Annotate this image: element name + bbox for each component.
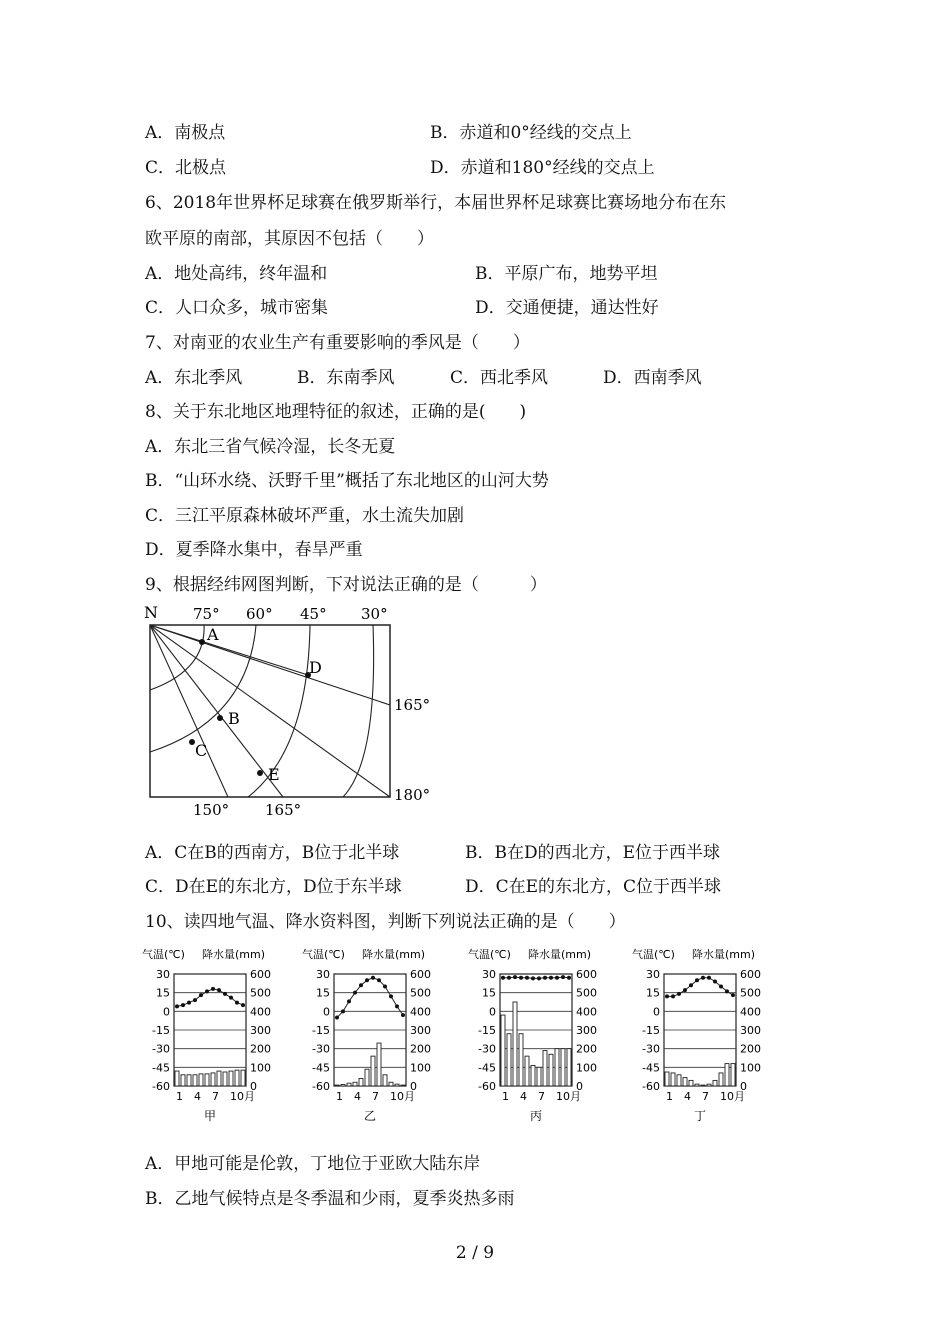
month-tick-label: 10月 bbox=[720, 1090, 745, 1103]
temp-point bbox=[725, 989, 729, 993]
precip-bar bbox=[731, 1064, 735, 1086]
temp-tick-label: -15 bbox=[312, 1024, 330, 1037]
month-tick-label: 4 bbox=[684, 1090, 691, 1103]
point-b-dot bbox=[217, 715, 223, 721]
precip-bar bbox=[701, 1085, 705, 1086]
temp-point bbox=[389, 994, 393, 998]
temp-point bbox=[175, 1004, 179, 1008]
temp-point bbox=[677, 992, 681, 996]
temp-point bbox=[549, 976, 553, 980]
meridian-line bbox=[150, 625, 390, 705]
q6-stem-line1: 6、2018年世界杯足球赛在俄罗斯举行，本届世界杯足球赛比赛场地分布在东 bbox=[145, 193, 727, 213]
temp-point bbox=[525, 976, 529, 980]
precip-bar bbox=[719, 1073, 723, 1086]
precip-tick-label: 0 bbox=[410, 1080, 417, 1093]
month-tick-label: 4 bbox=[354, 1090, 361, 1103]
precip-bar bbox=[347, 1083, 351, 1086]
precip-tick-label: 500 bbox=[576, 986, 597, 1000]
month-tick-label: 1 bbox=[336, 1090, 343, 1103]
precip-tick-label: 100 bbox=[410, 1061, 431, 1075]
label-45: 45° bbox=[300, 605, 327, 623]
temp-point bbox=[501, 976, 505, 980]
precip-bar bbox=[725, 1064, 729, 1086]
temp-point bbox=[683, 988, 687, 992]
precip-bar bbox=[537, 1067, 541, 1086]
precip-tick-label: 400 bbox=[410, 1005, 431, 1019]
precip-bar bbox=[335, 1085, 339, 1086]
precip-bar bbox=[707, 1084, 711, 1086]
precip-tick-label: 500 bbox=[410, 986, 431, 1000]
graticule-map bbox=[138, 600, 438, 820]
temp-tick-label: 15 bbox=[156, 986, 170, 1000]
temp-tick-label: -30 bbox=[642, 1042, 660, 1056]
point-c-label: C bbox=[195, 741, 208, 760]
temp-point bbox=[531, 976, 535, 980]
temp-point bbox=[395, 1004, 399, 1008]
temp-point bbox=[543, 976, 547, 980]
precip-bar bbox=[187, 1075, 191, 1086]
temp-tick-label: -30 bbox=[478, 1042, 496, 1056]
temp-point bbox=[695, 978, 699, 982]
temp-tick-label: -30 bbox=[152, 1042, 170, 1056]
precip-bar bbox=[519, 1034, 523, 1086]
temp-point bbox=[353, 991, 357, 995]
precip-tick-label: 600 bbox=[740, 968, 761, 981]
point-b-label: B bbox=[228, 709, 240, 728]
chart-title: 乙 bbox=[363, 1109, 377, 1123]
temp-point bbox=[217, 988, 221, 992]
q9-stem: 9、根据经纬网图判断，下对说法正确的是（ ） bbox=[145, 575, 547, 595]
q10-stem: 10、读四地气温、降水资料图，判断下列说法正确的是（ ） bbox=[145, 912, 626, 932]
precip-bar bbox=[395, 1084, 399, 1086]
label-30: 30° bbox=[361, 605, 388, 623]
month-tick-label: 4 bbox=[520, 1090, 527, 1103]
temp-axis-label: 气温(℃) bbox=[632, 948, 675, 961]
q5-option-a: A．南极点 bbox=[145, 123, 226, 143]
temp-tick-label: -60 bbox=[642, 1080, 660, 1093]
q9-option-d: D．C在E的东北方，C位于西半球 bbox=[465, 877, 722, 897]
temp-point bbox=[335, 1016, 339, 1020]
temp-point bbox=[537, 976, 541, 980]
temp-point bbox=[507, 976, 511, 980]
temp-tick-label: 0 bbox=[653, 1005, 660, 1019]
q5-option-b: B．赤道和0°经线的交点上 bbox=[430, 123, 632, 143]
precip-tick-label: 100 bbox=[250, 1061, 271, 1075]
temp-line bbox=[503, 977, 569, 978]
point-a-dot bbox=[199, 639, 205, 645]
chart-title: 丙 bbox=[529, 1109, 543, 1123]
label-180-right: 180° bbox=[394, 786, 431, 804]
precip-tick-label: 600 bbox=[576, 968, 597, 981]
temp-line bbox=[667, 978, 733, 997]
chart-title: 甲 bbox=[203, 1109, 217, 1123]
temp-tick-label: 30 bbox=[156, 968, 170, 981]
q7-option-a: A．东北季风 bbox=[145, 368, 243, 388]
temp-point bbox=[555, 976, 559, 980]
month-tick-label: 1 bbox=[502, 1090, 509, 1103]
temp-point bbox=[701, 976, 705, 980]
precip-tick-label: 200 bbox=[410, 1042, 431, 1056]
temp-point bbox=[211, 987, 215, 991]
q10-option-b: B．乙地气候特点是冬季温和少雨，夏季炎热多雨 bbox=[145, 1189, 515, 1209]
temp-tick-label: -15 bbox=[152, 1024, 170, 1037]
precip-bar bbox=[211, 1073, 215, 1086]
label-75: 75° bbox=[193, 605, 220, 623]
precip-bar bbox=[341, 1085, 345, 1086]
precip-bar bbox=[199, 1074, 203, 1086]
precip-bar bbox=[555, 1049, 559, 1086]
precip-tick-label: 400 bbox=[576, 1005, 597, 1019]
temp-tick-label: 30 bbox=[316, 968, 330, 981]
month-tick-label: 1 bbox=[666, 1090, 673, 1103]
precip-bar bbox=[229, 1071, 233, 1086]
q5-option-c: C．北极点 bbox=[145, 158, 227, 178]
q8-option-b: B．“山环水绕、沃野千里”概括了东北地区的山河大势 bbox=[145, 471, 549, 491]
precip-bar bbox=[561, 1049, 565, 1086]
q5-option-d: D．赤道和180°经线的交点上 bbox=[430, 158, 655, 178]
temp-point bbox=[181, 1003, 185, 1007]
precip-bar bbox=[377, 1043, 381, 1086]
parallel-30-line bbox=[343, 625, 374, 797]
label-150-bottom: 150° bbox=[193, 801, 230, 819]
precip-tick-label: 600 bbox=[250, 968, 271, 981]
precip-bar bbox=[241, 1070, 245, 1086]
chart-title: 丁 bbox=[693, 1109, 707, 1123]
precip-bar bbox=[365, 1069, 369, 1086]
precip-tick-label: 0 bbox=[740, 1080, 747, 1093]
q9-option-a: A．C在B的西南方，B位于北半球 bbox=[145, 843, 400, 863]
temp-point bbox=[671, 994, 675, 998]
label-165-right: 165° bbox=[394, 696, 431, 714]
precip-axis-label: 降水量(mm) bbox=[528, 948, 592, 961]
precip-tick-label: 600 bbox=[410, 968, 431, 981]
precip-tick-label: 100 bbox=[740, 1061, 761, 1075]
q10-option-a: A．甲地可能是伦敦，丁地位于亚欧大陆东岸 bbox=[145, 1154, 481, 1174]
precip-tick-label: 200 bbox=[740, 1042, 761, 1056]
q6-option-b: B．平原广布，地势平坦 bbox=[475, 264, 658, 284]
temp-tick-label: -45 bbox=[478, 1061, 496, 1075]
temp-point bbox=[205, 989, 209, 993]
temp-point bbox=[377, 978, 381, 982]
precip-tick-label: 0 bbox=[576, 1080, 583, 1093]
precip-axis-label: 降水量(mm) bbox=[202, 948, 266, 961]
q8-option-a: A．东北三省气候冷湿，长冬无夏 bbox=[145, 437, 396, 457]
temp-tick-label: 0 bbox=[323, 1005, 330, 1019]
temp-point bbox=[707, 976, 711, 980]
precip-tick-label: 500 bbox=[740, 986, 761, 1000]
precip-bar bbox=[513, 1002, 517, 1086]
precip-axis-label: 降水量(mm) bbox=[692, 948, 756, 961]
precip-tick-label: 0 bbox=[250, 1080, 257, 1093]
precip-bar bbox=[677, 1075, 681, 1086]
temp-point bbox=[347, 999, 351, 1003]
month-tick-label: 10月 bbox=[390, 1090, 415, 1103]
month-tick-label: 10月 bbox=[230, 1090, 255, 1103]
precip-bar bbox=[567, 1049, 571, 1086]
temp-line bbox=[177, 989, 243, 1007]
precip-bar bbox=[193, 1075, 197, 1086]
temp-tick-label: -45 bbox=[312, 1061, 330, 1075]
precip-bar bbox=[665, 1072, 669, 1086]
temp-point bbox=[229, 996, 233, 1000]
temp-tick-label: 15 bbox=[316, 986, 330, 1000]
q6-stem-line2: 欧平原的南部，其原因不包括（ ） bbox=[145, 229, 434, 249]
precip-tick-label: 300 bbox=[250, 1024, 271, 1037]
temp-point bbox=[341, 1009, 345, 1013]
q6-option-d: D．交通便捷，通达性好 bbox=[475, 298, 659, 318]
temp-tick-label: 15 bbox=[482, 986, 496, 1000]
month-tick-label: 7 bbox=[538, 1090, 545, 1103]
precip-bar bbox=[353, 1082, 357, 1086]
temp-point bbox=[199, 993, 203, 997]
precip-bar bbox=[525, 1056, 529, 1086]
precip-bar bbox=[549, 1054, 553, 1086]
precip-tick-label: 400 bbox=[250, 1005, 271, 1019]
temp-tick-label: 30 bbox=[646, 968, 660, 981]
north-label: N bbox=[144, 603, 158, 622]
q8-option-d: D．夏季降水集中，春旱严重 bbox=[145, 540, 363, 560]
q8-option-c: C．三江平原森林破坏严重，水土流失加剧 bbox=[145, 506, 465, 526]
month-tick-label: 4 bbox=[194, 1090, 201, 1103]
label-165-bottom: 165° bbox=[265, 801, 302, 819]
temp-tick-label: 30 bbox=[482, 968, 496, 981]
precip-tick-label: 300 bbox=[576, 1024, 597, 1037]
precip-tick-label: 400 bbox=[740, 1005, 761, 1019]
q6-option-a: A．地处高纬，终年温和 bbox=[145, 264, 328, 284]
precip-bar bbox=[359, 1079, 363, 1086]
temp-tick-label: -60 bbox=[312, 1080, 330, 1093]
label-60: 60° bbox=[246, 605, 273, 623]
temp-point bbox=[359, 983, 363, 987]
temp-tick-label: 0 bbox=[163, 1005, 170, 1019]
precip-bar bbox=[689, 1080, 693, 1086]
point-d-label: D bbox=[309, 658, 322, 677]
month-tick-label: 10月 bbox=[556, 1090, 581, 1103]
precip-tick-label: 200 bbox=[250, 1042, 271, 1056]
precip-bar bbox=[235, 1070, 239, 1086]
q8-stem: 8、关于东北地区地理特征的叙述，正确的是( ) bbox=[145, 402, 527, 422]
temp-point bbox=[513, 975, 517, 979]
temp-point bbox=[401, 1013, 405, 1017]
temp-point bbox=[241, 1003, 245, 1007]
precip-tick-label: 300 bbox=[410, 1024, 431, 1037]
temp-point bbox=[193, 998, 197, 1002]
temp-point bbox=[689, 983, 693, 987]
point-e-label: E bbox=[268, 765, 280, 784]
temp-axis-label: 气温(℃) bbox=[142, 948, 185, 961]
q6-option-c: C．人口众多，城市密集 bbox=[145, 298, 329, 318]
precip-bar bbox=[175, 1071, 179, 1086]
temp-point bbox=[731, 993, 735, 997]
climate-charts bbox=[140, 942, 780, 1132]
precip-bar bbox=[371, 1056, 375, 1086]
point-e-dot bbox=[257, 770, 263, 776]
precip-bar bbox=[543, 1051, 547, 1086]
page-number: 2 / 9 bbox=[455, 1243, 495, 1263]
q9-option-c: C．D在E的东北方，D位于东半球 bbox=[145, 877, 402, 897]
precip-bar bbox=[695, 1084, 699, 1086]
precip-bar bbox=[383, 1075, 387, 1086]
precip-bar bbox=[507, 1034, 511, 1086]
meridian-line bbox=[150, 625, 308, 675]
temp-tick-label: -15 bbox=[642, 1024, 660, 1037]
precip-bar bbox=[389, 1082, 393, 1086]
temp-point bbox=[383, 984, 387, 988]
q7-stem: 7、对南亚的农业生产有重要影响的季风是（ ） bbox=[145, 333, 530, 353]
temp-point bbox=[223, 992, 227, 996]
point-a-label: A bbox=[207, 625, 219, 644]
temp-tick-label: -45 bbox=[152, 1061, 170, 1075]
temp-tick-label: 15 bbox=[646, 986, 660, 1000]
month-tick-label: 7 bbox=[702, 1090, 709, 1103]
precip-bar bbox=[713, 1080, 717, 1086]
temp-tick-label: -30 bbox=[312, 1042, 330, 1056]
temp-point bbox=[665, 994, 669, 998]
temp-point bbox=[365, 978, 369, 982]
temp-tick-label: -60 bbox=[478, 1080, 496, 1093]
precip-tick-label: 100 bbox=[576, 1061, 597, 1075]
precip-bar bbox=[683, 1078, 687, 1086]
precip-bar bbox=[223, 1072, 227, 1086]
temp-point bbox=[371, 976, 375, 980]
temp-point bbox=[235, 1001, 239, 1005]
precip-bar bbox=[217, 1071, 221, 1086]
temp-tick-label: -15 bbox=[478, 1024, 496, 1037]
precip-tick-label: 200 bbox=[576, 1042, 597, 1056]
precip-bar bbox=[671, 1073, 675, 1086]
precip-bar bbox=[401, 1085, 405, 1086]
q7-option-b: B．东南季风 bbox=[297, 368, 395, 388]
temp-point bbox=[719, 984, 723, 988]
temp-tick-label: -60 bbox=[152, 1080, 170, 1093]
month-tick-label: 1 bbox=[176, 1090, 183, 1103]
month-tick-label: 7 bbox=[372, 1090, 379, 1103]
precip-bar bbox=[531, 1065, 535, 1086]
precip-bar bbox=[501, 1015, 505, 1086]
temp-axis-label: 气温(℃) bbox=[302, 948, 345, 961]
precip-tick-label: 300 bbox=[740, 1024, 761, 1037]
temp-point bbox=[713, 979, 717, 983]
precip-axis-label: 降水量(mm) bbox=[362, 948, 426, 961]
month-tick-label: 7 bbox=[212, 1090, 219, 1103]
temp-tick-label: -45 bbox=[642, 1061, 660, 1075]
precip-bar bbox=[205, 1074, 209, 1086]
temp-axis-label: 气温(℃) bbox=[468, 948, 511, 961]
precip-bar bbox=[181, 1075, 185, 1086]
precip-tick-label: 500 bbox=[250, 986, 271, 1000]
temp-point bbox=[519, 976, 523, 980]
temp-point bbox=[187, 1001, 191, 1005]
temp-point bbox=[567, 976, 571, 980]
q7-option-c: C．西北季风 bbox=[450, 368, 549, 388]
temp-tick-label: 0 bbox=[489, 1005, 496, 1019]
temp-point bbox=[561, 975, 565, 979]
q7-option-d: D．西南季风 bbox=[603, 368, 702, 388]
q9-option-b: B．B在D的西北方，E位于西半球 bbox=[465, 843, 721, 863]
